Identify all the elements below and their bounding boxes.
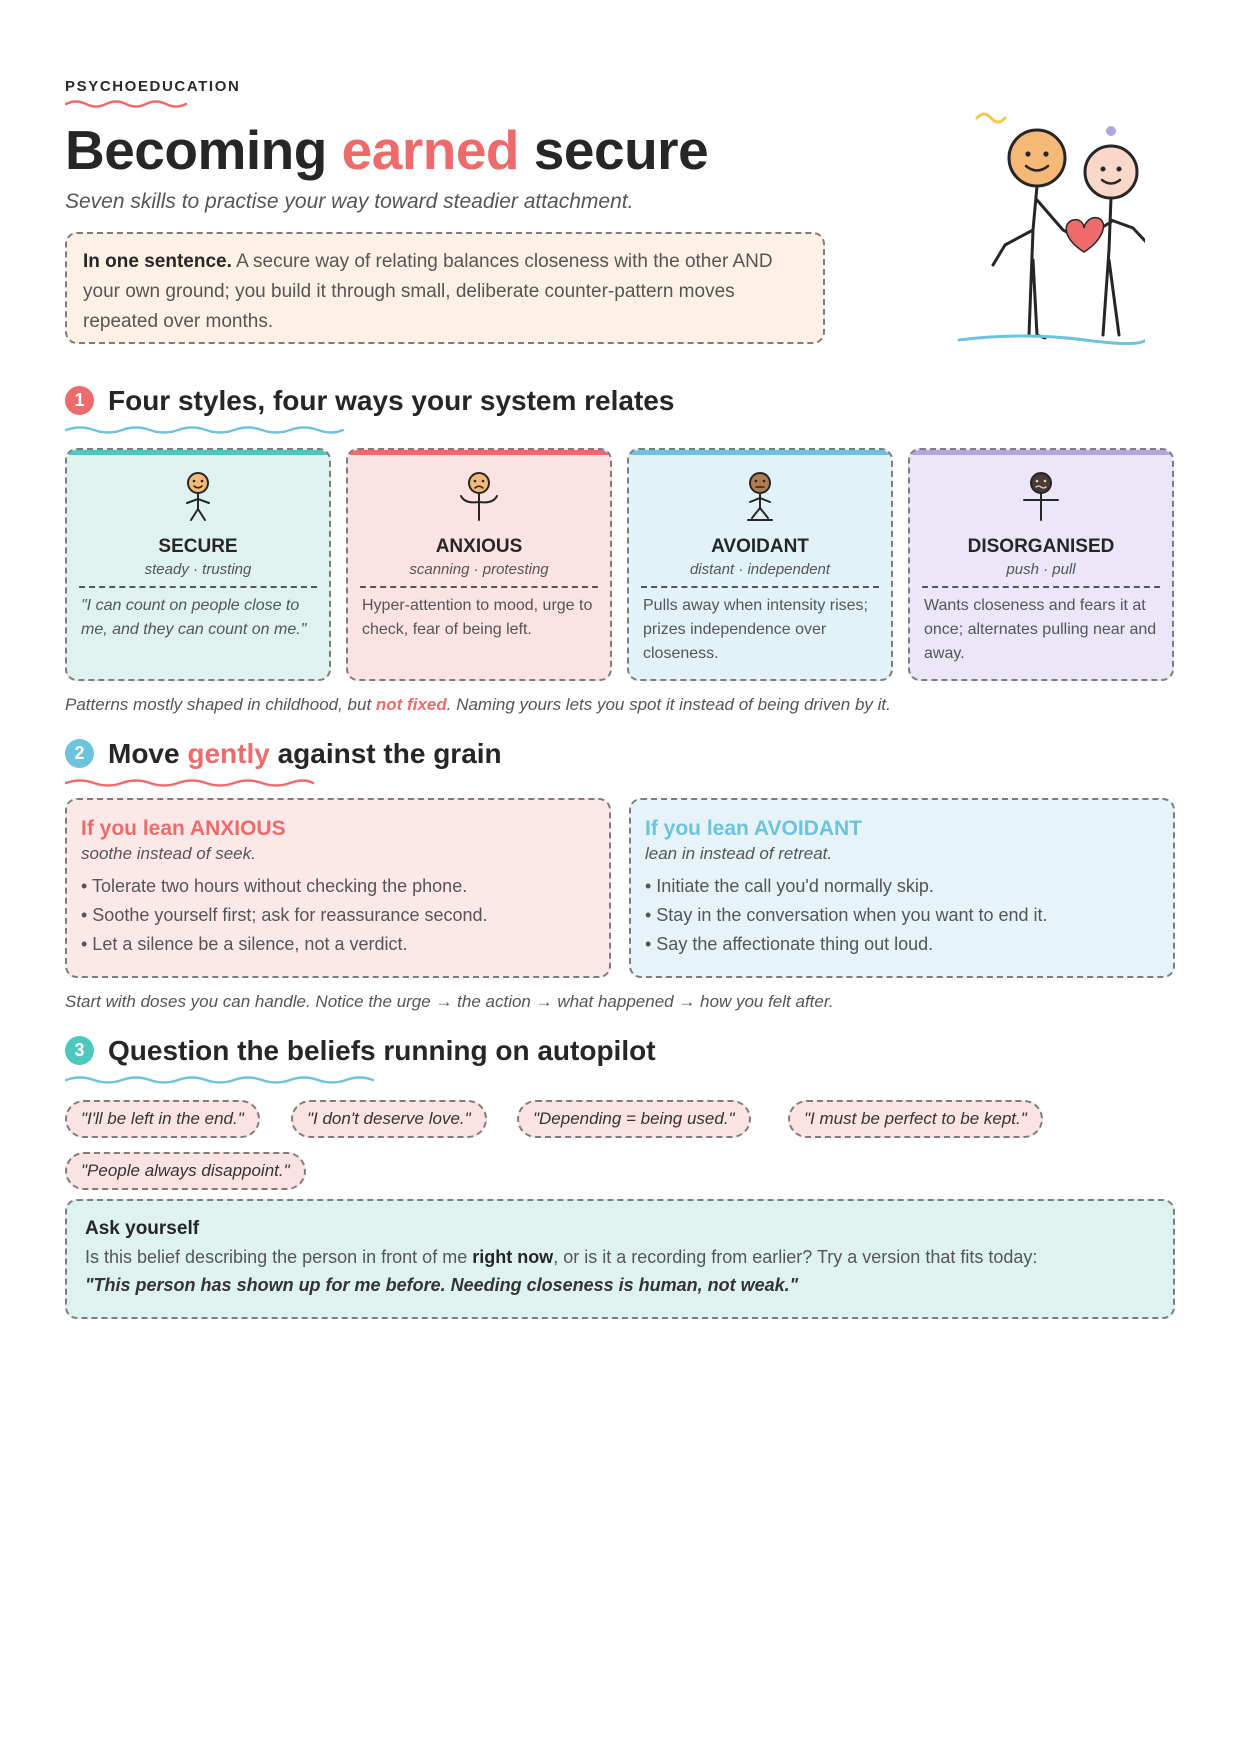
ground-line [959,336,1145,344]
title-accent: gently [187,738,270,769]
tip-item: • Let a silence be a silence, not a verdict. [81,934,408,954]
section-underline [65,1075,375,1085]
section-2-heading [65,734,665,774]
smiling-stick-figure-icon [178,470,218,522]
style-card-disorganised [908,448,1174,681]
style-subtitle: distant · independent [689,561,831,578]
panel-title: If you lean ANXIOUS [81,817,286,840]
style-subtitle: push · pull [1006,561,1076,578]
style-subtitle: steady · trusting [144,561,252,578]
style-card-avoidant [627,448,893,681]
tip-item: • Initiate the call you'd normally skip. [645,876,934,896]
lean-avoidant-panel [629,798,1175,978]
section-3-heading [65,1031,765,1071]
heart-icon [1066,218,1103,252]
ask-text-part: Is this belief describing the person in front of me [85,1247,473,1267]
summary-box [65,232,825,344]
worksheet-page [65,0,1175,1754]
panel-tagline: lean in instead of retreat. [645,844,833,863]
style-name: SECURE [158,536,238,557]
tip-item: • Say the affectionate thing out loud. [645,934,934,954]
summary-label: In one sentence. [83,251,232,272]
style-name: AVOIDANT [711,536,809,557]
style-subtitle: scanning · protesting [409,561,549,578]
divider [922,586,1160,588]
ask-heading: Ask yourself [85,1218,200,1239]
title-accent: earned [341,119,520,181]
ask-text-bold: right now [472,1247,554,1267]
style-description: "I can count on people close to me, and they can count on me." [81,597,307,638]
kicker: PSYCHOEDUCATION [65,78,241,95]
divider [79,586,317,588]
note-highlight: not fixed [375,695,447,714]
ask-text-part: , or is it a recording from earlier? Try a version that fits today: [553,1247,1038,1267]
attachment-styles [65,448,1175,681]
page-title [65,118,708,182]
subtitle: Seven skills to practise your way toward steadier attachment. [65,190,634,213]
section-underline [65,425,345,435]
title-part: Move [108,738,188,769]
section-number-badge: 3 [65,1036,94,1065]
divider [641,586,879,588]
belief-chip: "I must be perfect to be kept." [788,1100,1043,1138]
section-number-badge: 2 [65,739,94,768]
belief-chip: "People always disappoint." [65,1152,306,1190]
style-name: DISORGANISED [967,536,1115,557]
smiling-face-icon [1009,130,1065,186]
panel-tagline: soothe instead of seek. [81,844,256,863]
ask-text [85,1243,1155,1271]
style-card-anxious [346,448,612,681]
neutral-stick-figure-icon [740,470,780,522]
smiling-face-icon [1085,146,1137,198]
section-title: Four styles, four ways your system relates [108,385,675,416]
section-number-badge: 1 [65,386,94,415]
title-part: against the grain [269,738,502,769]
style-card-secure [65,448,331,681]
kicker-squiggle [65,99,189,109]
ask-yourself-box [65,1199,1175,1319]
style-description: Hyper-attention to mood, urge to check, fear of being left. [362,597,593,638]
dot-icon [1106,126,1116,136]
note-text: Patterns mostly shaped in childhood, but [65,695,376,714]
style-description: Wants closeness and fears it at once; alternates pulling near and away. [924,597,1157,662]
note-text: . Naming yours lets you spot it instead of being driven by it. [446,695,891,714]
divider [360,586,598,588]
summary-text: A secure way of relating balances closeness with the other AND your own ground; you build it through small, deliberate counter-pattern moves repeated over months. [83,251,773,332]
tips-list [645,872,1159,959]
title-start: Becoming [65,119,342,181]
tip-item: • Tolerate two hours without checking the phone. [81,876,468,896]
sparkle-squiggle-icon [977,114,1005,122]
section-underline [65,778,315,788]
reframe-quote: "This person has shown up for me before. Needing closeness is human, not weak." [85,1275,799,1295]
section-title [108,734,502,774]
worried-stick-figure-icon [453,470,505,522]
tips-list [81,872,595,959]
section-1-note [65,695,891,715]
style-description: Pulls away when intensity rises; prizes independence over closeness. [643,597,868,662]
lean-anxious-panel [65,798,611,978]
section-1-heading [65,381,765,421]
couple-illustration [885,100,1145,350]
belief-chip: "Depending = being used." [517,1100,751,1138]
conflicted-stick-figure-icon [1018,470,1064,522]
panel-title: If you lean AVOIDANT [645,817,863,840]
belief-chip: "I don't deserve love." [291,1100,487,1138]
tip-item: • Soothe yourself first; ask for reassurance second. [81,905,488,925]
section-title: Question the beliefs running on autopilot [108,1035,656,1066]
title-end: secure [519,119,709,181]
style-name: ANXIOUS [435,536,523,557]
belief-chip: "I'll be left in the end." [65,1100,260,1138]
section-2-note: Start with doses you can handle. Notice the urge → the action → what happened → how you felt after. [65,992,834,1011]
tip-item: • Stay in the conversation when you want to end it. [645,905,1048,925]
